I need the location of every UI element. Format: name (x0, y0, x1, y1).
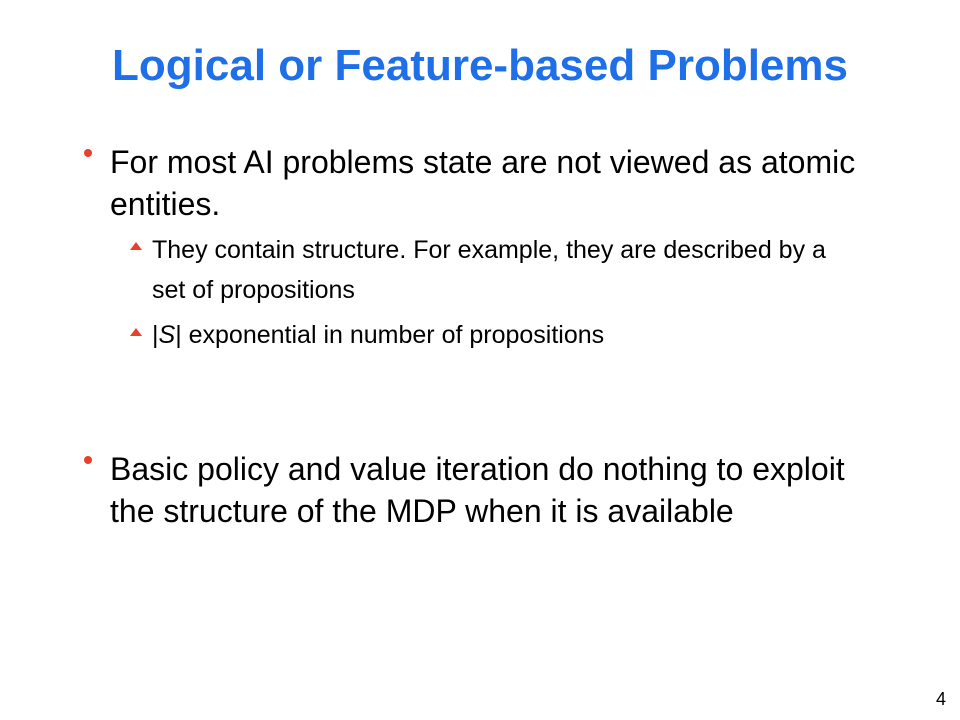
bullet-dot-icon (84, 149, 92, 157)
slide-title: Logical or Feature-based Problems (112, 41, 848, 90)
sub-bullet-2-text (152, 315, 832, 355)
sub-bullet-2-text-italic: S (158, 321, 176, 349)
sub-bullet-1-text: They contain structure. For example, they are described by a set of propositions (152, 236, 826, 304)
bullet-2-text: Basic policy and value iteration do nothing to exploit the structure of the MDP when it is available (110, 451, 845, 529)
bullet-triangle-icon (130, 242, 142, 250)
sub-bullet-2-text-after: | exponential in number of propositions (175, 321, 605, 349)
bullet-1-text: For most AI problems state are not viewed as atomic entities. (110, 144, 856, 222)
sub-bullet-2-text-before: | (152, 321, 159, 349)
bullet-triangle-icon (130, 328, 142, 336)
page-number: 4 (935, 689, 946, 709)
bullet-dot-icon (84, 456, 92, 464)
